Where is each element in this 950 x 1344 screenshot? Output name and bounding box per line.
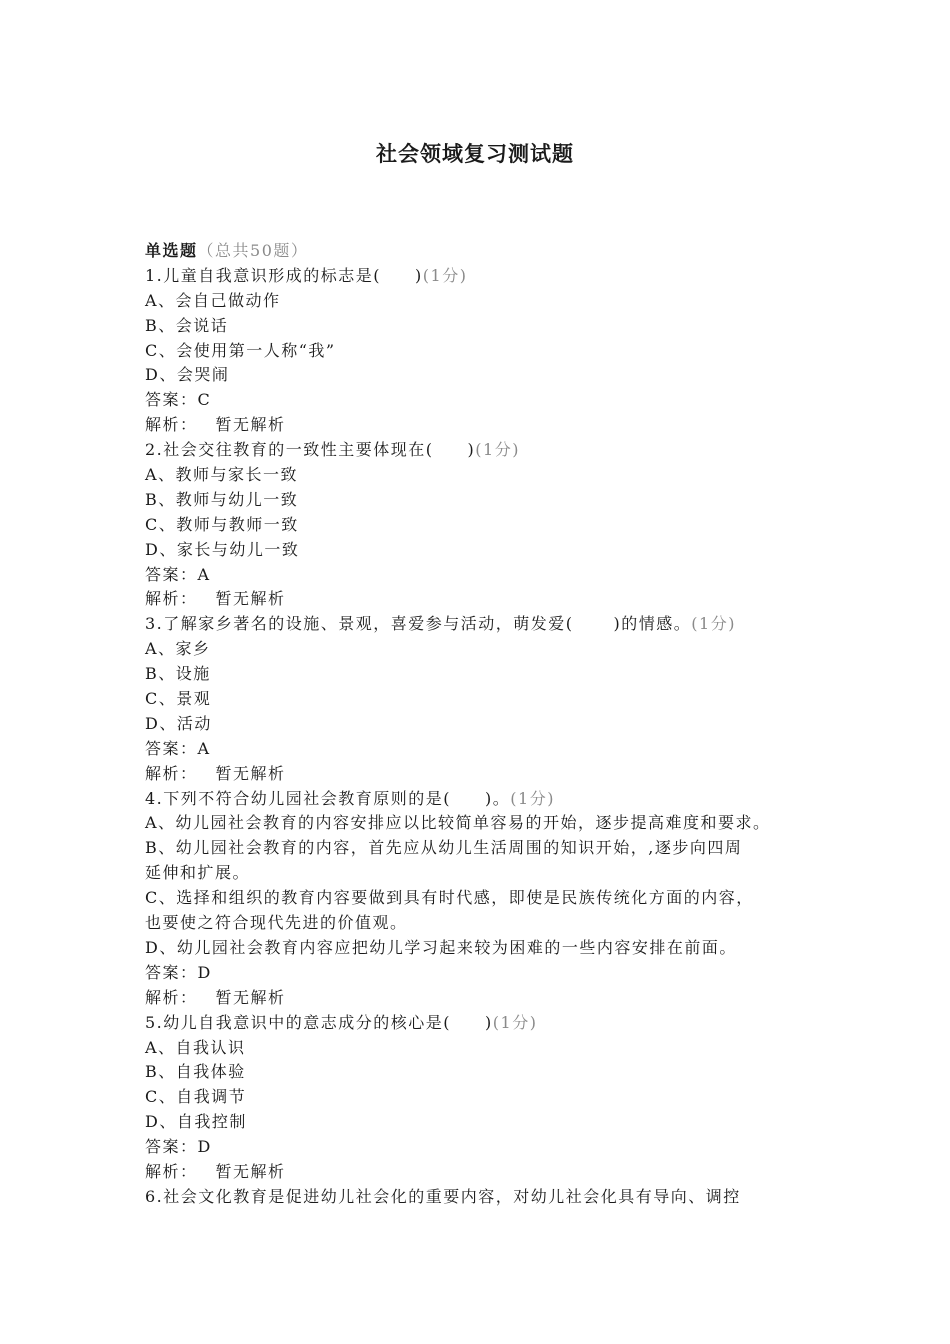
analysis-label: 解析： — [145, 763, 198, 783]
analysis — [145, 413, 825, 438]
option: D、自我控制 — [145, 1112, 247, 1132]
option: D、幼儿园社会教育内容应把幼儿学习起来较为困难的一些内容安排在前面。 — [145, 937, 737, 957]
section-title — [145, 239, 825, 264]
option: C、自我调节 — [145, 1087, 247, 1107]
option: B、设施 — [145, 664, 211, 684]
question-stem-tail: ) — [415, 265, 423, 285]
answer: 答案：C — [145, 390, 212, 410]
option: C、景观 — [145, 689, 212, 709]
question-stem — [145, 787, 825, 812]
question-stem-text: 4.下列不符合幼儿园社会教育原则的是( — [145, 788, 452, 808]
question-stem — [145, 612, 825, 637]
analysis-label: 解析： — [145, 589, 198, 609]
option: A、教师与家长一致 — [145, 465, 299, 485]
score-note: (1分) — [422, 265, 468, 285]
score-note: (1分) — [510, 788, 555, 808]
option: 也要使之符合现代先进的价值观。 — [145, 913, 408, 933]
section-count: （总共50题） — [197, 241, 309, 260]
option: B、幼儿园社会教育的内容，首先应从幼儿生活周围的知识开始，,逐步向四周 — [145, 838, 743, 858]
answer: 答案：D — [145, 1137, 212, 1157]
answer: 答案：D — [145, 962, 212, 982]
analysis-text: 暂无解析 — [215, 415, 286, 435]
option: A、自我认识 — [145, 1037, 246, 1057]
option: D、活动 — [145, 713, 212, 733]
option: A、家乡 — [145, 639, 211, 659]
analysis — [145, 1160, 825, 1185]
analysis-label: 解析： — [145, 415, 198, 435]
analysis-label: 解析： — [145, 1161, 198, 1181]
option: C、会使用第一人称“我” — [145, 340, 336, 360]
option: D、家长与幼儿一致 — [145, 539, 300, 559]
question-list — [145, 239, 825, 1210]
question-stem-text: 5.幼儿自我意识中的意志成分的核心是( — [145, 1012, 452, 1032]
option: B、自我体验 — [145, 1062, 246, 1082]
page-title: 社会领域复习测试题 — [376, 141, 574, 166]
question-stem: 6.社会文化教育是促进幼儿社会化的重要内容，对幼儿社会化具有导向、调控 — [145, 1186, 741, 1206]
analysis-text: 暂无解析 — [215, 763, 286, 783]
analysis-text: 暂无解析 — [215, 1161, 286, 1181]
option: 延伸和扩展。 — [145, 863, 251, 883]
question-stem-tail: )。 — [485, 788, 511, 808]
score-note: (1分) — [492, 1012, 538, 1032]
score-note: (1分) — [475, 440, 520, 460]
answer: 答案：A — [145, 738, 211, 758]
option: A、会自己做动作 — [145, 290, 281, 310]
answer: 答案：A — [145, 564, 211, 584]
section-label: 单选题 — [145, 241, 198, 260]
option: A、幼儿园社会教育的内容安排应以比较简单容易的开始，逐步提高难度和要求。 — [145, 813, 771, 833]
question-stem-text: 3.了解家乡著名的设施、景观，喜爱参与活动，萌发爱( — [145, 614, 574, 634]
question-stem-tail: ) — [485, 1012, 493, 1032]
analysis — [145, 762, 825, 787]
analysis-label: 解析： — [145, 987, 198, 1007]
question-stem-text: 1.儿童自我意识形成的标志是( — [145, 265, 382, 285]
question-stem-tail: ) — [467, 440, 476, 460]
analysis-text: 暂无解析 — [215, 987, 286, 1007]
option: C、教师与教师一致 — [145, 514, 299, 534]
analysis — [145, 587, 825, 612]
question-stem-text: 2.社会交往教育的一致性主要体现在( — [145, 440, 434, 460]
question-stem — [145, 264, 825, 289]
option: B、会说话 — [145, 315, 229, 335]
question-stem-tail: )的情感。 — [613, 614, 692, 634]
option: C、选择和组织的教育内容要做到具有时代感，即使是民族传统化方面的内容， — [145, 888, 754, 908]
analysis-text: 暂无解析 — [215, 589, 286, 609]
option: D、会哭闹 — [145, 365, 230, 385]
option: B、教师与幼儿一致 — [145, 489, 299, 509]
question-stem — [145, 438, 825, 463]
score-note: (1分) — [691, 614, 736, 634]
analysis — [145, 986, 825, 1011]
question-stem — [145, 1011, 825, 1036]
